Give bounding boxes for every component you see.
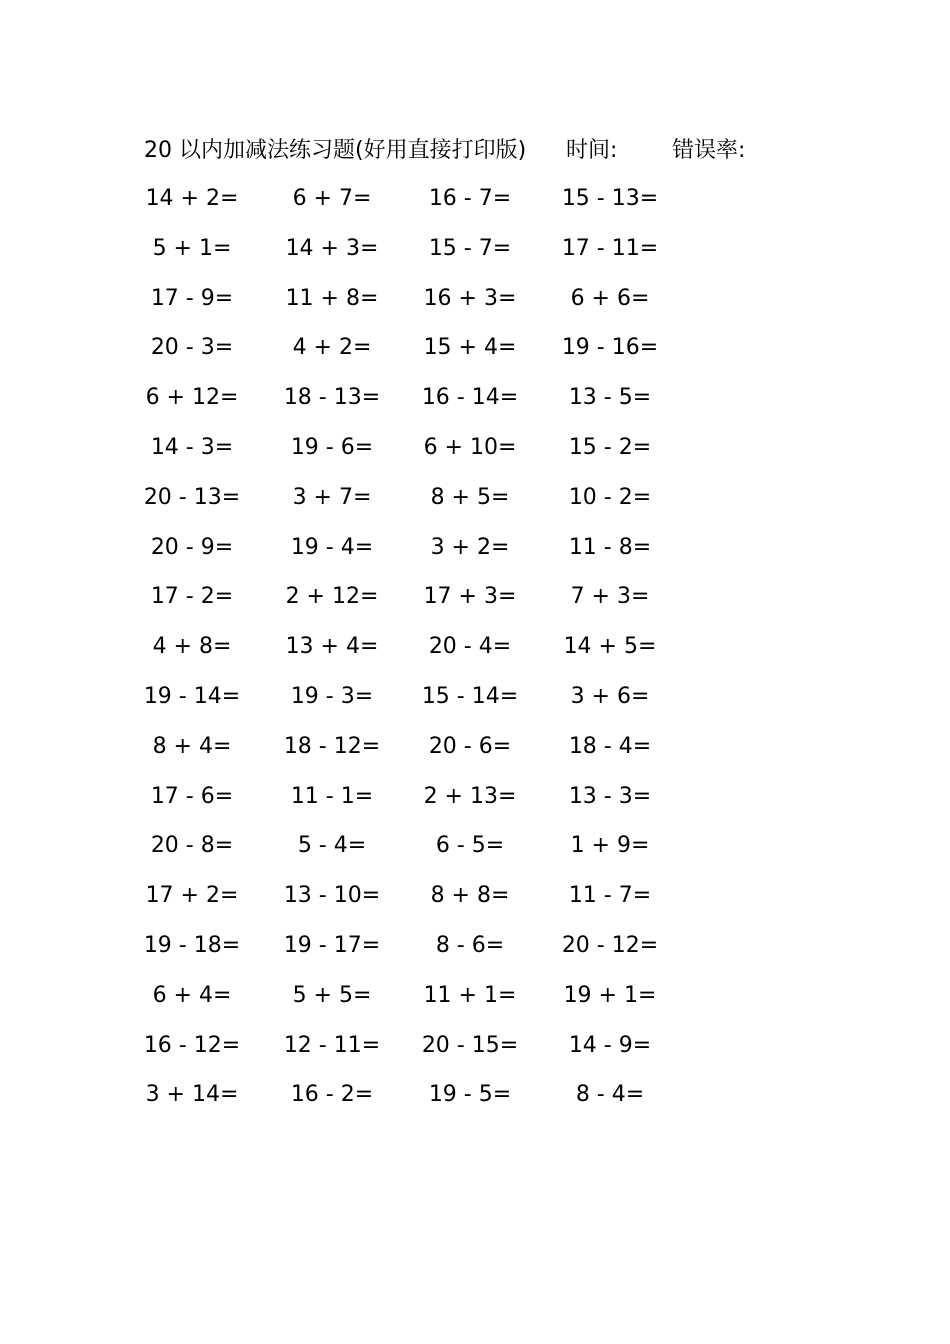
problem-item: 6 + 4=	[152, 982, 232, 1008]
problem-item: 14 + 5=	[563, 634, 657, 660]
problem-row	[0, 730, 950, 764]
problem-item: 16 - 2=	[290, 1082, 374, 1108]
problem-item: 17 - 9=	[150, 285, 234, 311]
problem-item: 19 + 1=	[563, 982, 657, 1008]
problem-item: 19 - 4=	[290, 534, 374, 560]
problem-item: 8 - 6=	[435, 933, 505, 958]
problem-row	[0, 331, 950, 365]
problem-item: 16 - 12=	[143, 1032, 241, 1058]
problem-item: 12 - 11=	[283, 1032, 381, 1058]
problem-row	[0, 630, 950, 664]
problem-row	[0, 1029, 950, 1063]
problem-item: 4 + 2=	[292, 335, 372, 361]
problem-row	[0, 481, 950, 515]
problem-item: 3 + 6=	[570, 684, 650, 709]
problem-item: 13 - 3=	[568, 783, 652, 809]
problem-item: 18 - 12=	[283, 733, 381, 759]
problem-item: 19 - 6=	[290, 435, 374, 460]
problem-item: 13 + 4=	[285, 634, 379, 660]
problem-item: 4 + 8=	[152, 634, 232, 660]
problem-item: 11 - 7=	[568, 883, 652, 909]
problem-item: 17 + 2=	[145, 883, 239, 909]
problem-item: 6 + 7=	[292, 186, 372, 211]
problem-item: 5 - 4=	[297, 833, 367, 859]
problem-item: 17 - 11=	[561, 235, 659, 261]
problem-item: 8 + 5=	[430, 484, 510, 510]
problem-item: 6 + 10=	[423, 435, 517, 460]
problem-item: 20 - 3=	[150, 335, 234, 361]
problem-row	[0, 1078, 950, 1112]
problem-item: 6 + 6=	[570, 285, 650, 311]
problem-item: 6 - 5=	[435, 833, 505, 859]
problem-item: 8 + 4=	[152, 733, 232, 759]
problem-item: 19 - 14=	[143, 684, 241, 709]
problem-item: 20 - 15=	[421, 1032, 519, 1058]
problem-item: 15 - 13=	[561, 186, 659, 211]
problem-item: 3 + 14=	[145, 1082, 239, 1108]
problem-row	[0, 282, 950, 316]
problem-item: 20 - 9=	[150, 534, 234, 560]
problem-item: 8 + 8=	[430, 883, 510, 909]
problem-item: 16 + 3=	[423, 285, 517, 311]
problem-item: 11 - 8=	[568, 534, 652, 560]
problem-item: 14 + 3=	[285, 235, 379, 261]
problem-row	[0, 829, 950, 863]
problem-item: 16 - 7=	[428, 186, 512, 211]
problem-row	[0, 780, 950, 814]
problem-item: 19 - 17=	[283, 933, 381, 958]
problem-item: 15 - 7=	[428, 235, 512, 261]
worksheet-header	[144, 134, 844, 168]
problem-item: 2 + 13=	[423, 783, 517, 809]
problem-item: 19 - 18=	[143, 933, 241, 958]
problem-row	[0, 232, 950, 266]
problem-row	[0, 431, 950, 465]
problem-row	[0, 580, 950, 614]
problem-item: 15 + 4=	[423, 335, 517, 361]
problem-item: 11 - 1=	[290, 783, 374, 809]
problem-item: 19 - 16=	[561, 335, 659, 361]
problem-item: 14 - 3=	[150, 435, 234, 460]
problem-item: 10 - 2=	[568, 484, 652, 510]
problem-item: 19 - 3=	[290, 684, 374, 709]
problem-item: 20 - 12=	[561, 933, 659, 958]
problem-item: 11 + 8=	[285, 285, 379, 311]
problem-item: 3 + 2=	[430, 534, 510, 560]
problem-item: 19 - 5=	[428, 1082, 512, 1108]
time-label: 时间:	[566, 138, 618, 163]
problem-item: 13 - 10=	[283, 883, 381, 909]
problem-item: 18 - 13=	[283, 385, 381, 411]
problem-item: 16 - 14=	[421, 385, 519, 411]
problem-item: 1 + 9=	[570, 833, 650, 859]
problem-item: 20 - 8=	[150, 833, 234, 859]
worksheet-title: 20 以内加减法练习题(好用直接打印版)	[144, 138, 527, 163]
problem-item: 18 - 4=	[568, 733, 652, 759]
problem-item: 2 + 12=	[285, 584, 379, 610]
problem-item: 5 + 5=	[292, 982, 372, 1008]
problem-item: 7 + 3=	[570, 584, 650, 610]
problem-item: 17 - 6=	[150, 783, 234, 809]
problem-item: 3 + 7=	[292, 484, 372, 510]
problem-row	[0, 531, 950, 565]
problem-item: 20 - 6=	[428, 733, 512, 759]
problem-row	[0, 680, 950, 714]
problem-item: 17 + 3=	[423, 584, 517, 610]
error-rate-label: 错误率:	[672, 138, 746, 163]
problem-item: 13 - 5=	[568, 385, 652, 411]
problem-row	[0, 929, 950, 963]
problem-item: 8 - 4=	[575, 1082, 645, 1108]
problem-row	[0, 182, 950, 216]
problem-row	[0, 381, 950, 415]
problem-item: 6 + 12=	[145, 385, 239, 411]
problem-item: 15 - 2=	[568, 435, 652, 460]
problem-item: 20 - 4=	[428, 634, 512, 660]
problem-row	[0, 879, 950, 913]
problem-item: 15 - 14=	[421, 684, 519, 709]
problem-item: 11 + 1=	[423, 982, 517, 1008]
problem-item: 17 - 2=	[150, 584, 234, 610]
problem-item: 20 - 13=	[143, 484, 241, 510]
problem-item: 5 + 1=	[152, 235, 232, 261]
problem-item: 14 - 9=	[568, 1032, 652, 1058]
problem-row	[0, 979, 950, 1013]
problem-item: 14 + 2=	[145, 186, 239, 211]
